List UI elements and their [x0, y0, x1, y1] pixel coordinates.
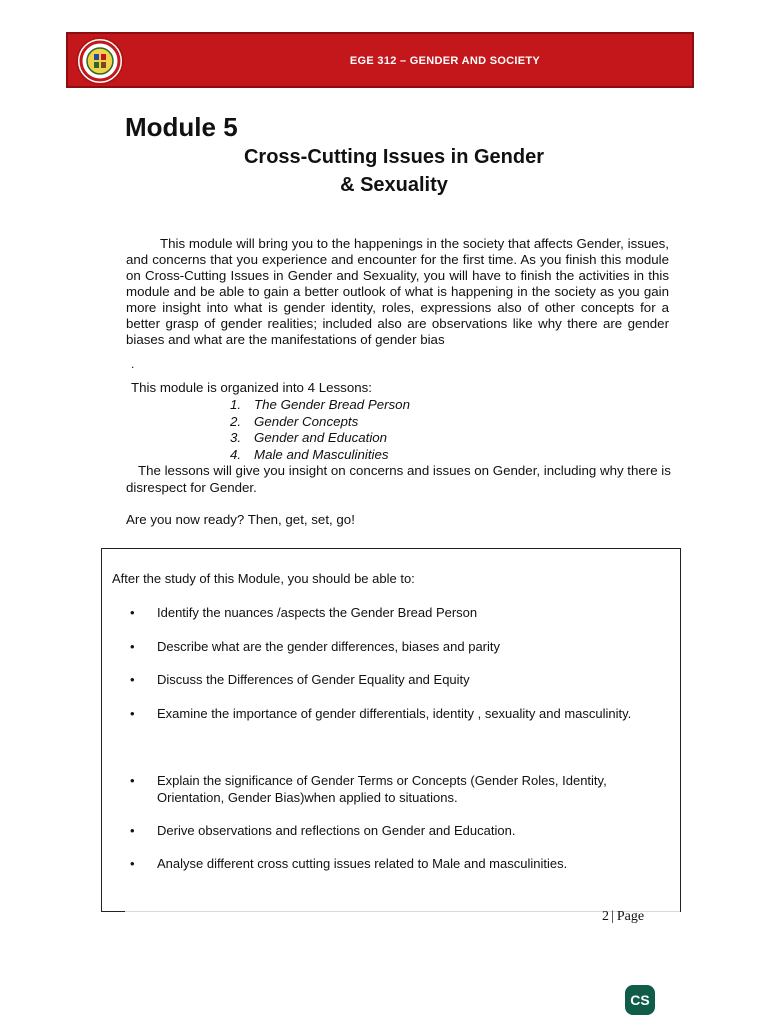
lessons-heading: This module is organized into 4 Lessons: [131, 380, 372, 395]
objective-text: Examine the importance of gender differentials, identity , sexuality and masculinity. [157, 706, 632, 721]
lesson-title: Gender Concepts [254, 413, 359, 429]
lesson-item [230, 430, 410, 447]
page-header [66, 32, 694, 88]
objective-text: Explain the significance of Gender Terms or Concepts (Gender Roles, Identity, Orientation, Gender Bias)when applied to situations. [157, 773, 607, 805]
course-title: EGE 312 – GENDER AND SOCIETY [349, 55, 541, 67]
lesson-number: 3. [230, 430, 242, 445]
lessons-insight-paragraph: The lessons will give you insight on concerns and issues on Gender, including why there is disrespect for Gender. [126, 463, 671, 495]
lesson-number: 4. [230, 446, 242, 462]
lesson-title: Male and Masculinities [254, 446, 389, 462]
page-label: Page [616, 909, 645, 924]
objective-text: Describe what are the gender differences, biases and parity [157, 639, 501, 654]
bullet-icon: • [130, 639, 135, 654]
ready-prompt: Are you now ready? Then, get, set, go! [126, 512, 355, 527]
page-number [602, 909, 644, 925]
objective-text: Discuss the Differences of Gender Equality and Equity [157, 672, 470, 687]
intro-paragraph: This module will bring you to the happenings in the society that affects Gender, issues, and concerns that you experience and encounter for the first time. As you finish this module on Cross-Cutting Issues in Gender and Sexuality, you will have to finish the activities in this module and be able to gain a better outlook of what is happening in the society as you gain more insight into what is gender identity, roles, expressions also of other concepts for a better grasp of gender realities; included also are observations like why there are gender biases and what are the manifestations of gender bias [126, 236, 669, 347]
objective-text: Derive observations and reflections on Gender and Education. [157, 823, 516, 838]
lesson-title: Gender and Education [254, 430, 388, 445]
lesson-number: 1. [230, 397, 242, 412]
footer-divider [125, 911, 680, 912]
stray-mark: . [131, 357, 135, 371]
learning-objectives-box [101, 548, 681, 912]
page-separator: | [611, 909, 614, 924]
lesson-title: The Gender Bread Person [254, 397, 410, 412]
lesson-item [230, 447, 410, 464]
bullet-icon: • [130, 706, 135, 721]
module-subtitle-line1: Cross-Cutting Issues in Gender [243, 146, 545, 168]
camscanner-badge-icon: CS [625, 985, 655, 1015]
module-subtitle-line2: & Sexuality [340, 174, 448, 196]
objective-text: Analyse different cross cutting issues related to Male and masculinities. [157, 856, 568, 871]
lesson-number: 2. [230, 413, 242, 429]
bullet-icon: • [130, 823, 135, 838]
bullet-icon: • [130, 605, 135, 620]
bullet-icon: • [130, 672, 135, 687]
bullet-icon: • [130, 856, 135, 871]
page-number-value: 2 [602, 909, 609, 924]
objectives-intro: After the study of this Module, you should be able to: [112, 571, 415, 586]
lessons-list [230, 397, 410, 463]
bullet-icon: • [130, 773, 135, 788]
lesson-item [230, 414, 410, 431]
module-title: Module 5 [125, 112, 238, 142]
lesson-item [230, 397, 410, 414]
objective-text: Identify the nuances /aspects the Gender Bread Person [157, 605, 478, 620]
